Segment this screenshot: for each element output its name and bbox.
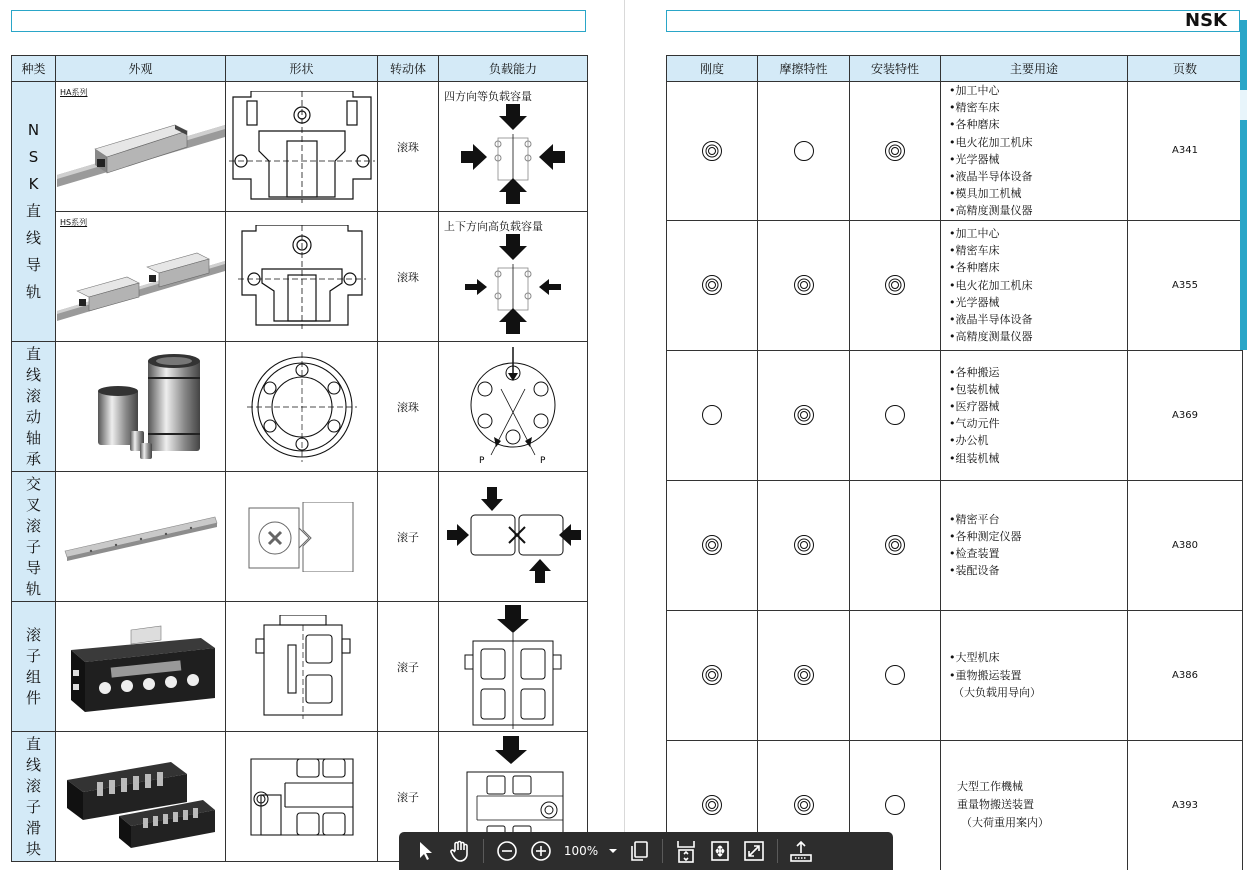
ha-cross-section — [229, 91, 375, 203]
installation-rating — [850, 82, 941, 221]
use-item: •光学器械 — [949, 295, 1000, 309]
rigidity-rating — [667, 82, 758, 221]
use-item: •各种磨床 — [949, 118, 1000, 132]
friction-rating — [758, 82, 850, 221]
shape-hs — [226, 212, 378, 342]
cat-char: 滚 — [25, 386, 41, 405]
roller-pack-cross-section — [252, 615, 352, 719]
use-item: •装配设备 — [949, 564, 1000, 578]
cat-char: 交 — [25, 474, 41, 493]
page-reference: A386 — [1128, 610, 1243, 740]
page-reference: A393 — [1128, 740, 1243, 870]
rolling-element-roller-pack: 滚子 — [378, 602, 439, 732]
cat-char: 组 — [25, 667, 41, 686]
table-row — [667, 220, 1243, 350]
cat-char: S — [28, 148, 39, 166]
double-circle-mark — [884, 274, 906, 296]
single-circle-mark — [884, 794, 906, 816]
category-linear-bushing — [12, 342, 56, 472]
use-item: •加工中心 — [949, 226, 1000, 240]
friction-rating — [758, 480, 850, 610]
main-uses — [941, 82, 1128, 221]
page-reference: A380 — [1128, 480, 1243, 610]
friction-rating — [758, 220, 850, 350]
load-crossed-roller — [439, 472, 588, 602]
table-row — [12, 82, 588, 212]
load-title-hs: 上下方向高负载容量 — [444, 220, 543, 233]
cat-char: 导 — [25, 256, 41, 274]
rigidity-rating — [667, 350, 758, 480]
cat-char: N — [27, 121, 40, 139]
use-item: •大型机床 — [949, 651, 1000, 665]
cat-char: 子 — [25, 646, 41, 665]
category-nsk-linear-guide — [12, 82, 56, 342]
use-item: （大荷重用案内） — [961, 816, 1049, 830]
rolling-element-ha: 滚珠 — [378, 82, 439, 212]
single-circle-mark — [884, 404, 906, 426]
installation-rating — [850, 480, 941, 610]
crossed-roller-cross-section — [247, 502, 357, 572]
installation-rating — [850, 610, 941, 740]
double-circle-mark — [701, 140, 723, 162]
pdf-viewer-toolbar — [399, 832, 893, 870]
use-item: 大型工作機械 — [957, 780, 1023, 794]
page-reference: A341 — [1128, 82, 1243, 221]
use-item: •重物搬运装置 — [949, 668, 1022, 682]
header-shape: 形状 — [226, 56, 378, 82]
label-p-right: P — [540, 455, 546, 466]
shape-roller-pack — [226, 602, 378, 732]
installation-rating — [850, 220, 941, 350]
rigidity-rating — [667, 480, 758, 610]
header-page: 页数 — [1128, 56, 1243, 82]
table-row — [12, 342, 588, 472]
double-circle-mark — [884, 534, 906, 556]
table-row — [12, 472, 588, 602]
use-item: •光学器械 — [949, 152, 1000, 166]
header-rolling-element: 转动体 — [378, 56, 439, 82]
rigidity-rating — [667, 220, 758, 350]
zoom-in-icon[interactable] — [524, 832, 558, 870]
cat-char: 子 — [25, 797, 41, 816]
pointer-icon[interactable] — [409, 832, 443, 870]
cat-char: 滚 — [25, 516, 41, 535]
fit-page-icon[interactable] — [669, 832, 703, 870]
header-type: 种类 — [12, 56, 56, 82]
double-circle-mark — [793, 664, 815, 686]
single-circle-mark — [701, 404, 723, 426]
use-item: •模具加工机械 — [949, 187, 1022, 201]
double-circle-mark — [793, 404, 815, 426]
cat-char: 承 — [25, 449, 41, 468]
cat-char: 动 — [25, 407, 41, 426]
roller-block-photo — [63, 742, 219, 852]
rigidity-rating — [667, 610, 758, 740]
category-roller-pack — [12, 602, 56, 732]
load-diagram-bushing — [463, 347, 563, 467]
appearance-crossed-roller — [56, 472, 226, 602]
load-diagram-updown — [453, 234, 573, 334]
use-item: •检查装置 — [949, 547, 1000, 561]
roller-pack-photo — [61, 612, 221, 722]
category-linear-roller-block — [12, 732, 56, 862]
cat-char: 线 — [25, 755, 41, 774]
double-circle-mark — [793, 534, 815, 556]
load-title-ha: 四方向等负载容量 — [444, 90, 532, 103]
right-page — [650, 0, 1247, 870]
double-circle-mark — [701, 534, 723, 556]
double-circle-mark — [701, 794, 723, 816]
friction-rating — [758, 350, 850, 480]
toolbar-separator — [662, 839, 663, 863]
cat-char: 轨 — [25, 579, 41, 598]
rolling-element-crossed-roller: 滚子 — [378, 472, 439, 602]
cat-char: 线 — [25, 365, 41, 384]
cat-char: 块 — [25, 839, 41, 858]
table-header-row — [667, 56, 1243, 82]
category-crossed-roller-guide — [12, 472, 56, 602]
table-row — [12, 212, 588, 342]
zoom-out-icon[interactable] — [490, 832, 524, 870]
installation-rating — [850, 350, 941, 480]
use-item: •医疗器械 — [949, 399, 1000, 413]
use-item: •液晶半导体设备 — [949, 312, 1033, 326]
table-row — [667, 82, 1243, 221]
load-ha — [439, 82, 588, 212]
product-table — [11, 55, 588, 862]
header-load-capacity: 负载能力 — [439, 56, 588, 82]
right-header-box — [666, 10, 1240, 32]
fullscreen-icon[interactable] — [737, 832, 771, 870]
page-gutter — [600, 0, 650, 870]
page-reference: A369 — [1128, 350, 1243, 480]
use-item: •电火花加工机床 — [949, 278, 1033, 292]
cat-char: 轴 — [25, 428, 41, 447]
use-item: •精密车床 — [949, 101, 1000, 115]
load-hs — [439, 212, 588, 342]
use-item: •加工中心 — [949, 84, 1000, 97]
main-uses — [941, 610, 1128, 740]
export-icon[interactable] — [784, 832, 818, 870]
cat-char: 轨 — [25, 283, 41, 301]
series-label-hs: HS系列 — [60, 218, 88, 227]
use-item: •各种搬运 — [949, 365, 1000, 379]
table-header-row — [12, 56, 588, 82]
ha-rail-photo — [57, 97, 225, 197]
cat-char: 导 — [25, 558, 41, 577]
friction-rating — [758, 610, 850, 740]
label-p-left: P — [479, 455, 485, 466]
cat-char: 滑 — [25, 818, 41, 837]
single-circle-mark — [793, 140, 815, 162]
appearance-roller-block — [56, 732, 226, 862]
cat-char: 滚 — [25, 625, 41, 644]
toolbar-separator — [777, 839, 778, 863]
cat-char: 子 — [25, 537, 41, 556]
cat-char: 直 — [25, 734, 41, 753]
load-roller-pack — [439, 602, 588, 732]
double-circle-mark — [701, 664, 723, 686]
cat-char: K — [28, 175, 39, 193]
use-item: •各种磨床 — [949, 261, 1000, 275]
header-main-uses: 主要用途 — [941, 56, 1128, 82]
left-header-box — [11, 10, 586, 32]
use-item: •液晶半导体设备 — [949, 170, 1033, 184]
main-uses — [941, 740, 1128, 870]
cat-char: 线 — [25, 229, 41, 247]
use-item: •各种测定仪器 — [949, 529, 1022, 543]
rolling-element-bushing: 滚珠 — [378, 342, 439, 472]
appearance-bushing — [56, 342, 226, 472]
cat-char: 叉 — [25, 495, 41, 514]
hs-cross-section — [238, 225, 366, 329]
use-item: •精密平台 — [949, 512, 1000, 526]
main-uses — [941, 480, 1128, 610]
shape-ha — [226, 82, 378, 212]
table-row — [667, 350, 1243, 480]
appearance-roller-pack — [56, 602, 226, 732]
double-circle-mark — [884, 140, 906, 162]
use-item: •精密车床 — [949, 244, 1000, 258]
copy-pages-icon[interactable] — [622, 832, 656, 870]
table-row — [667, 610, 1243, 740]
load-diagram-roller-pack — [463, 605, 563, 729]
load-diagram-4dir — [453, 104, 573, 204]
use-item: •高精度测量仪器 — [949, 330, 1033, 344]
appearance-hs — [56, 212, 226, 342]
use-item: •组装机械 — [949, 451, 1000, 465]
header-appearance: 外观 — [56, 56, 226, 82]
zoom-dropdown-icon[interactable] — [604, 832, 622, 870]
chapter-tab-strip — [1240, 20, 1247, 350]
use-item: 重量物搬送装置 — [957, 798, 1034, 812]
cat-char: 滚 — [25, 776, 41, 795]
crossed-roller-photo — [61, 507, 221, 567]
use-item: （大负载用导向） — [953, 685, 1041, 699]
shape-crossed-roller — [226, 472, 378, 602]
rolling-element-roller-block: 滚子 — [378, 732, 439, 862]
properties-table — [666, 55, 1243, 870]
double-circle-mark — [793, 274, 815, 296]
chapter-tab-highlight — [1240, 90, 1247, 120]
cat-char: 直 — [25, 344, 41, 363]
double-circle-mark — [701, 274, 723, 296]
main-uses — [941, 220, 1128, 350]
use-item: •包装机械 — [949, 382, 1000, 396]
hs-rail-photo — [57, 227, 225, 327]
zoom-level[interactable]: 100% — [563, 844, 599, 858]
table-row — [667, 480, 1243, 610]
header-rigidity: 刚度 — [667, 56, 758, 82]
cat-char: 件 — [25, 688, 41, 707]
rolling-element-hs: 滚珠 — [378, 212, 439, 342]
series-label-ha: HA系列 — [60, 88, 88, 97]
header-friction: 摩擦特性 — [758, 56, 850, 82]
use-item: •气动元件 — [949, 417, 1000, 431]
roller-block-cross-section — [247, 755, 357, 839]
hand-icon[interactable] — [443, 832, 477, 870]
load-diagram-crossed — [443, 487, 583, 587]
cat-char: 直 — [25, 202, 41, 220]
brand-logo: NSK — [1185, 10, 1227, 31]
use-item: •办公机 — [949, 434, 989, 448]
use-item: •高精度测量仪器 — [949, 204, 1033, 218]
shape-roller-block — [226, 732, 378, 862]
appearance-ha — [56, 82, 226, 212]
use-item: •电火花加工机床 — [949, 135, 1033, 149]
gutter-divider — [624, 0, 625, 870]
double-circle-mark — [793, 794, 815, 816]
single-circle-mark — [884, 664, 906, 686]
page-reference: A355 — [1128, 220, 1243, 350]
bushing-cross-section — [247, 352, 357, 462]
main-uses — [941, 350, 1128, 480]
fit-width-icon[interactable] — [703, 832, 737, 870]
shape-bushing — [226, 342, 378, 472]
bushing-photo — [76, 351, 206, 463]
toolbar-separator — [483, 839, 484, 863]
table-row — [12, 602, 588, 732]
left-page — [0, 0, 600, 870]
header-installation: 安装特性 — [850, 56, 941, 82]
load-bushing — [439, 342, 588, 472]
